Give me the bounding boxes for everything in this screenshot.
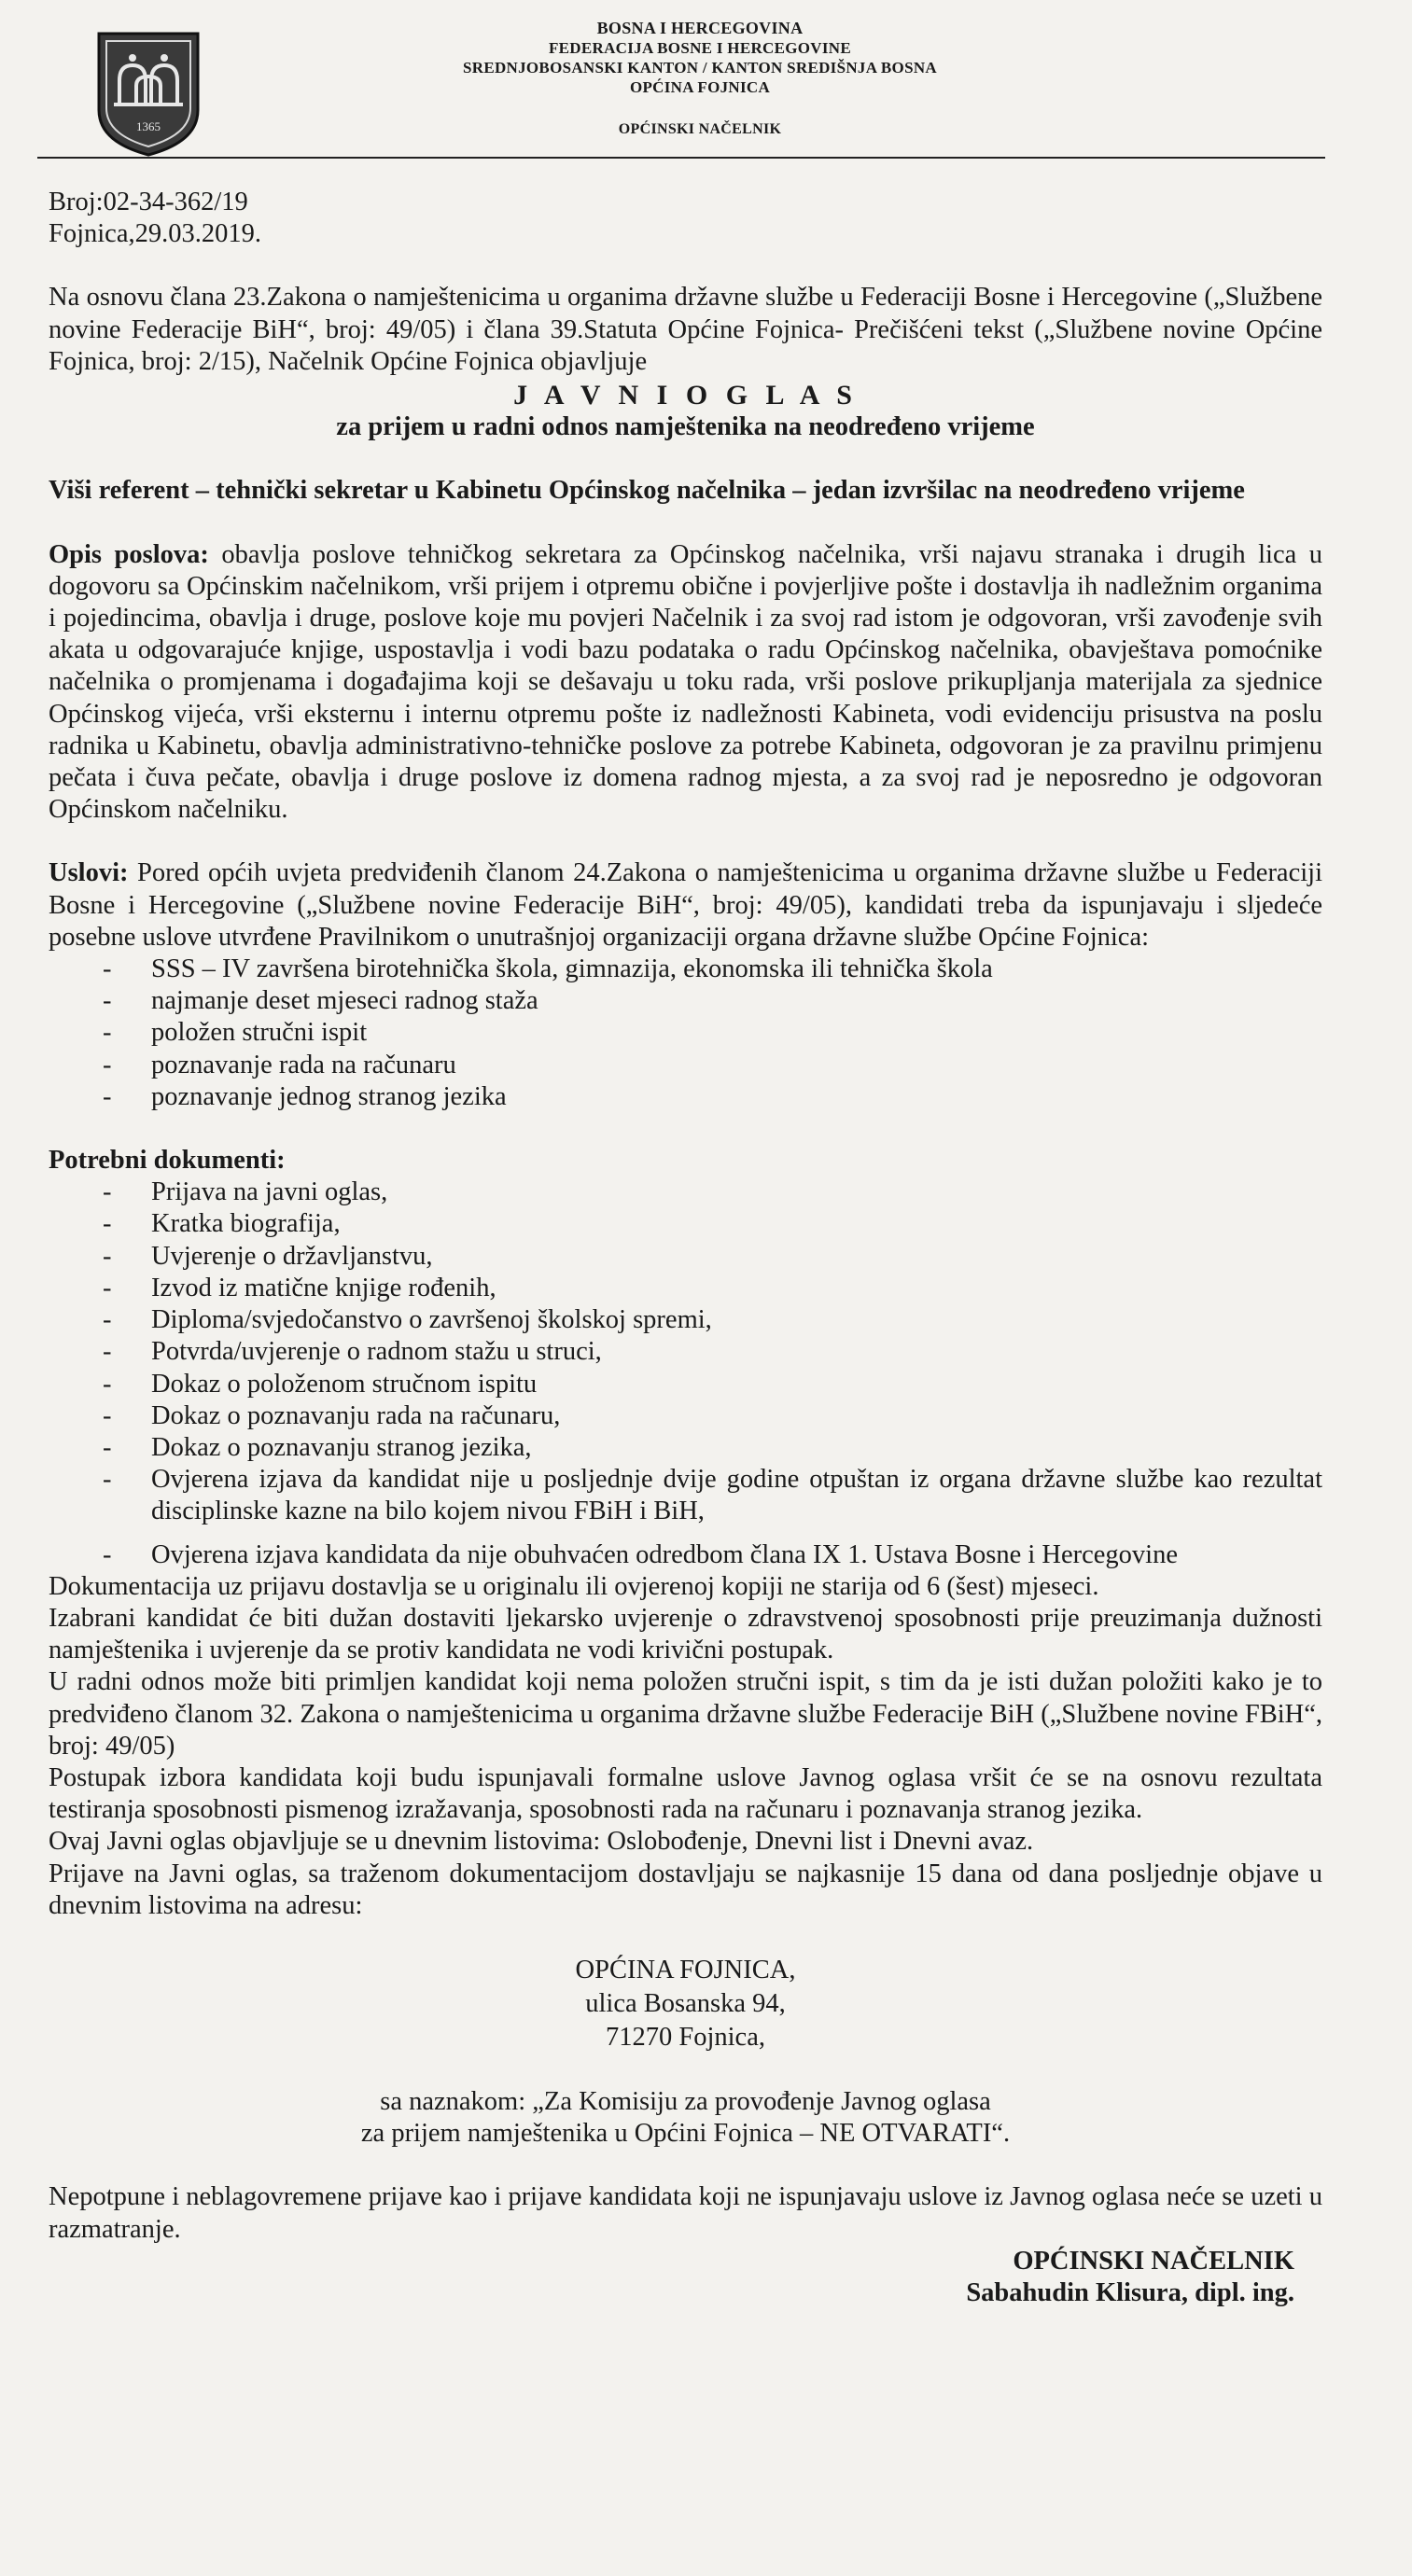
conditions-list (49, 954, 1322, 1113)
letterhead-text (280, 19, 1120, 139)
list-item: - Prijava na javni oglas, (49, 1177, 1322, 1208)
list-item: - Diploma/svjedočanstvo o završenoj školskoj spremi, (49, 1304, 1322, 1336)
municipality-name: OPĆINA FOJNICA (629, 78, 771, 96)
letterhead-rule (37, 157, 1325, 159)
country-name: BOSNA I HERCEGOVINA (596, 19, 804, 37)
conditions-section (49, 857, 1322, 954)
list-item: - Potvrda/uvjerenje o radnom stažu u struci, (49, 1336, 1322, 1368)
notice-title: J A V N I O G L A S (513, 380, 858, 411)
conditions-text: Pored općih uvjeta predviđenih članom 24.Zakona o namještenicima u organima državne službe u Federaciji Bosne i Hercegovine („Službene novine Federacije BiH“, broj: 49/05), kandidati treba da ispunjavaju i sljedeće posebne uslove utvrđene Pravilnikom o unutrašnjoj organizaciji organa državne službe Općine Fojnica: (49, 858, 1322, 952)
paragraph: Izabrani kandidat će biti dužan dostaviti ljekarsko uvjerenje o zdravstvenoj sposobnosti prije preuzimanja dužnosti namještenika i uvjerenje da se protiv kandidata ne vodi krivični postupak. (49, 1603, 1322, 1665)
signature-name: Sabahudin Klisura, dipl. ing. (966, 2277, 1294, 2307)
canton-name: SREDNJOBOSANSKI KANTON / KANTON SREDIŠNJA BOSNA (462, 59, 937, 77)
notice-subtitle: za prijem u radni odnos namještenika na neodređeno vrijeme (336, 412, 1035, 442)
signature-title: OPĆINSKI NAČELNIK (1013, 2246, 1294, 2276)
preamble: Na osnovu člana 23.Zakona o namještenicima u organima državne službe u Federaciji Bosne i Hercegovine („Službene novine Federacije BiH“, broj: 49/05) i člana 39.Statuta Općine Fojnica- Prečišćeni tekst („Službene novine Općine Fojnica, broj: 2/15), Načelnik Općine Fojnica objavljuje (49, 283, 1322, 376)
list-item: - Dokaz o položenom stručnom ispitu (49, 1369, 1322, 1400)
duties-section (49, 539, 1322, 827)
letterhead (0, 0, 1412, 168)
address-line: 71270 Fojnica, (606, 2022, 765, 2052)
address-line: ulica Bosanska 94, (585, 1988, 786, 2018)
list-item: - Izvod iz matične knjige rođenih, (49, 1273, 1322, 1304)
paragraph: Postupak izbora kandidata koji budu ispunjavali formalne uslove Javnog oglasa vršit će se na osnovu rezultata testiranja sposobnosti pismenog izražavanja, sposobnosti rada na računaru i poznavanja stranog jezika. (49, 1762, 1322, 1825)
marking-line: za prijem namještenika u Općini Fojnica – NE OTVARATI“. (360, 2119, 1011, 2149)
address-block (49, 1954, 1322, 2054)
federation-name: FEDERACIJA BOSNE I HERCEGOVINE (548, 39, 852, 57)
job-position: Viši referent – tehnički sekretar u Kabinetu Općinskog načelnika – jedan izvršilac na neodređeno vrijeme (49, 476, 1245, 506)
paragraph: Dokumentacija uz prijavu dostavlja se u originalu ili ovjerenoj kopiji ne starija od 6 (šest) mjeseci. (49, 1571, 1099, 1601)
list-item: - Ovjerena izjava kandidata da nije obuhvaćen odredbom člana IX 1. Ustava Bosne i Hercegovine (49, 1539, 1322, 1571)
reference-number: Broj:02-34-362/19 (49, 188, 248, 216)
closing-note: Nepotpune i neblagovremene prijave kao i prijave kandidata koji ne ispunjavaju uslove iz Javnog oglasa neće se uzeti u razmatranje. (49, 2182, 1322, 2244)
list-item: - položen stručni ispit (49, 1017, 1322, 1049)
documents-label: Potrebni dokumenti: (49, 1146, 286, 1176)
envelope-marking (49, 2086, 1322, 2150)
list-item: - SSS – IV završena birotehnička škola, gimnazija, ekonomska ili tehnička škola (49, 954, 1322, 985)
signature-block (49, 2246, 1322, 2309)
list-item: - Dokaz o poznavanju stranog jezika, (49, 1432, 1322, 1464)
paragraph: U radni odnos može biti primljen kandidat koji nema položen stručni ispit, s tim da je isti dužan položiti kako je to predviđeno članom 32. Zakona o namještenicima u organima državne službe Federacije BiH („Službene novine FBiH“, broj: 49/05) (49, 1667, 1322, 1761)
paragraph: Prijave na Javni oglas, sa traženom dokumentacijom dostavljaju se najkasnije 15 dana od dana posljednje objave u dnevnim listovima na adresu: (49, 1859, 1322, 1920)
documents-list (49, 1177, 1322, 1570)
duties-text: obavlja poslove tehničkog sekretara za Općinskog načelnika, vrši najavu stranaka i drugih lica u dogovoru sa Općinskim načelnikom, vrši prijem i otpremu obične i povjerljive pošte i dostavlja ih nadležnim organima i pojedincima, obavlja i druge, poslove koje mu povjeri Načelnik i za svoj rad istom je odgovoran, vrši zavođenje svih akata u odgovarajuće knjige, uspostavlja i vodi bazu podataka o radu Općinskog načelnika, obavještava pomoćnike načelnika o promjenama i događajima koji se dešavaju u toku rada, vrši poslove prikupljanja materijala za sjednice Općinskog vijeća, vrši eksternu i internu otpremu pošte iz nadležnosti Kabineta, vodi evidenciju prisustva na poslu radnika u Kabinetu, obavlja administrativno-tehničke poslove za potrebe Kabineta, odgovoran je za pravilnu primjenu pečata i čuva pečate, obavlja i druge poslove iz domena radnog mjesta, a za svoj rad je neposredno je odgovoran Općinskom načelniku. (49, 539, 1322, 825)
list-item: - najmanje deset mjeseci radnog staža (49, 985, 1322, 1017)
list-item: - Ovjerena izjava da kandidat nije u posljednje dvije godine otpuštan iz organa državne službe kao rezultat disciplinske kazne na bilo kojem nivou FBiH i BiH, (49, 1464, 1322, 1527)
list-item: - poznavanje jednog stranog jezika (49, 1081, 1322, 1113)
place-date: Fojnica,29.03.2019. (49, 219, 261, 249)
duties-label: Opis poslova: (49, 539, 209, 569)
office-name: OPĆINSKI NAČELNIK (618, 121, 782, 137)
address-line: OPĆINA FOJNICA, (575, 1955, 796, 1984)
svg-text:1365: 1365 (136, 119, 161, 133)
marking-line: sa naznakom: „Za Komisiju za provođenje Javnog oglasa (380, 2086, 991, 2116)
document-meta (49, 187, 1322, 250)
municipality-crest-icon (93, 28, 203, 159)
list-item: - Kratka biografija, (49, 1208, 1322, 1240)
list-item: - poznavanje rada na računaru (49, 1050, 1322, 1081)
list-item: - Uvjerenje o državljanstvu, (49, 1241, 1322, 1273)
list-item: - Dokaz o poznavanju rada na računaru, (49, 1400, 1322, 1432)
conditions-label: Uslovi: (49, 858, 129, 888)
document-body (49, 187, 1322, 2309)
paragraph: Ovaj Javni oglas objavljuje se u dnevnim listovima: Oslobođenje, Dnevni list i Dnevni avaz. (49, 1827, 1034, 1857)
